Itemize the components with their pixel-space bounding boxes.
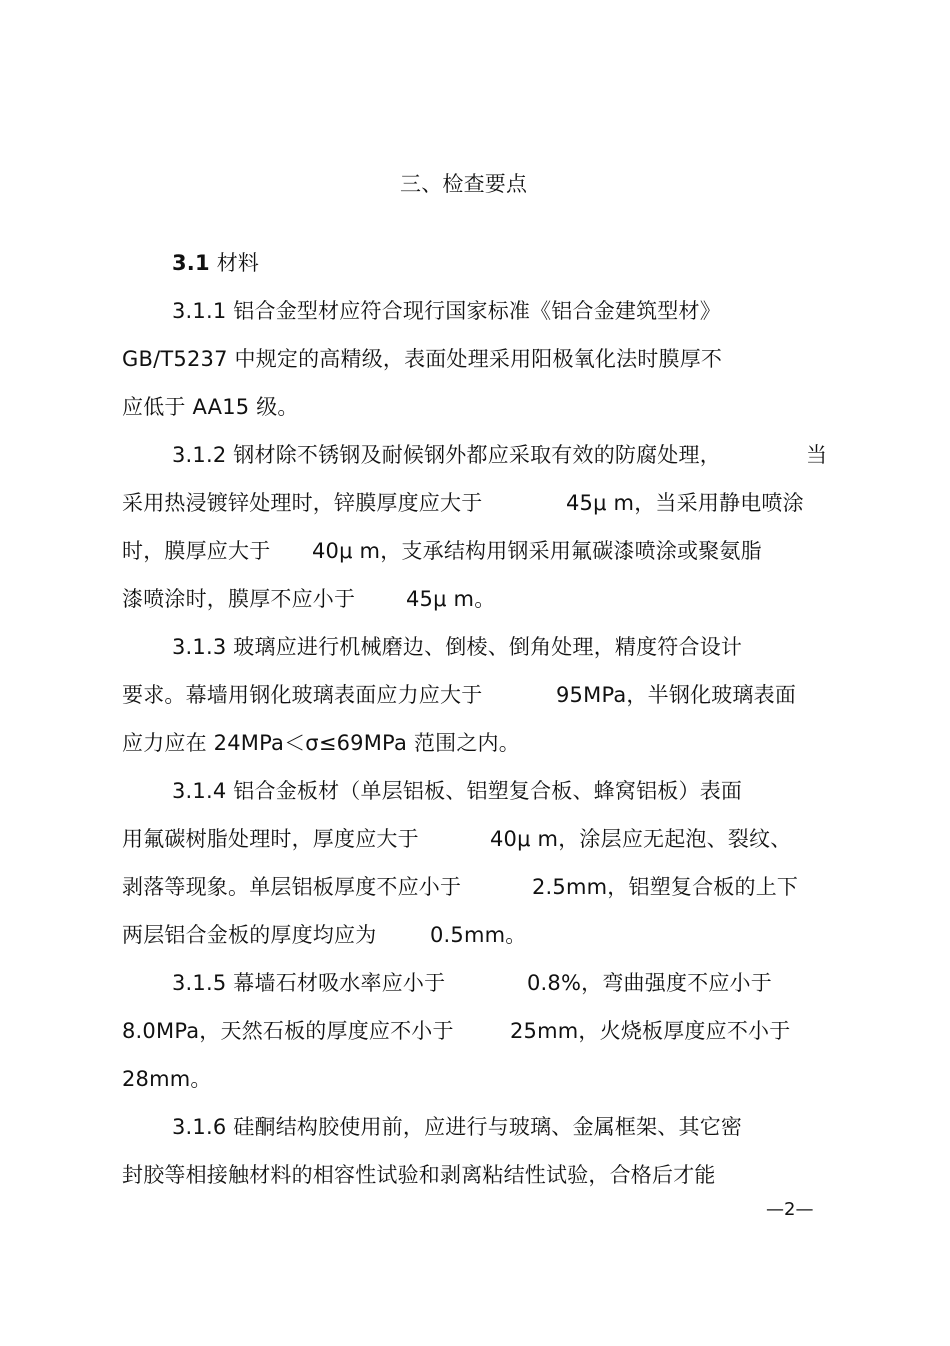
- text-line: 剥落等现象。单层铝板厚度不应小于: [122, 875, 462, 899]
- subsection-heading: [172, 249, 259, 277]
- text-line: 0.5mm。: [430, 923, 527, 947]
- text-line: 采用热浸镀锌处理时，锌膜厚度应大于: [122, 491, 483, 515]
- text-line: 8.0MPa，天然石板的厚度应不小于: [122, 1019, 454, 1043]
- text-line: 时，膜厚应大于: [122, 539, 271, 563]
- text-line: GB/T5237 中规定的高精级，表面处理采用阳极氧化法时膜厚不: [122, 347, 723, 371]
- section-heading: 三、检查要点: [400, 172, 528, 196]
- text-line: 漆喷涂时，膜厚不应小于: [122, 587, 356, 611]
- text-line: 3.1.1 铝合金型材应符合现行国家标准《铝合金建筑型材》: [172, 299, 721, 323]
- text-line: 25mm，火烧板厚度应不小于: [510, 1019, 791, 1043]
- text-line: 95MPa，半钢化玻璃表面: [556, 683, 797, 707]
- text-line: 28mm。: [122, 1067, 212, 1091]
- text-line: 2.5mm，铝塑复合板的上下: [532, 875, 799, 899]
- text-line: 40μ m，支承结构用钢采用氟碳漆喷涂或聚氨脂: [312, 539, 762, 563]
- subsection-label: 材料: [216, 251, 260, 275]
- text-line: 应低于 AA15 级。: [122, 395, 299, 419]
- text-line: 3.1.5 幕墙石材吸水率应小于: [172, 971, 446, 995]
- text-line: 3.1.3 玻璃应进行机械磨边、倒棱、倒角处理，精度符合设计: [172, 635, 743, 659]
- text-line: 3.1.2 钢材除不锈钢及耐候钢外都应采取有效的防腐处理，: [172, 443, 721, 467]
- text-line: 3.1.4 铝合金板材（单层铝板、铝塑复合板、蜂窝铝板）表面: [172, 779, 743, 803]
- text-line: 封胶等相接触材料的相容性试验和剥离粘结性试验，合格后才能: [122, 1163, 716, 1187]
- subsection-number: 3.1: [172, 251, 210, 275]
- text-line: 40μ m，涂层应无起泡、裂纹、: [490, 827, 792, 851]
- page-number: —2—: [766, 1199, 814, 1220]
- text-line: 应力应在 24MPa＜σ≤69MPa 范围之内。: [122, 731, 520, 755]
- text-line: 当: [806, 443, 828, 467]
- text-line: 用氟碳树脂处理时，厚度应大于: [122, 827, 419, 851]
- text-line: 要求。幕墙用钢化玻璃表面应力应大于: [122, 683, 483, 707]
- text-line: 3.1.6 硅酮结构胶使用前，应进行与玻璃、金属框架、其它密: [172, 1115, 743, 1139]
- text-line: 0.8%，弯曲强度不应小于: [527, 971, 772, 995]
- text-line: 45μ m，当采用静电喷涂: [566, 491, 804, 515]
- text-line: 两层铝合金板的厚度均应为: [122, 923, 377, 947]
- text-line: 45μ m。: [406, 587, 496, 611]
